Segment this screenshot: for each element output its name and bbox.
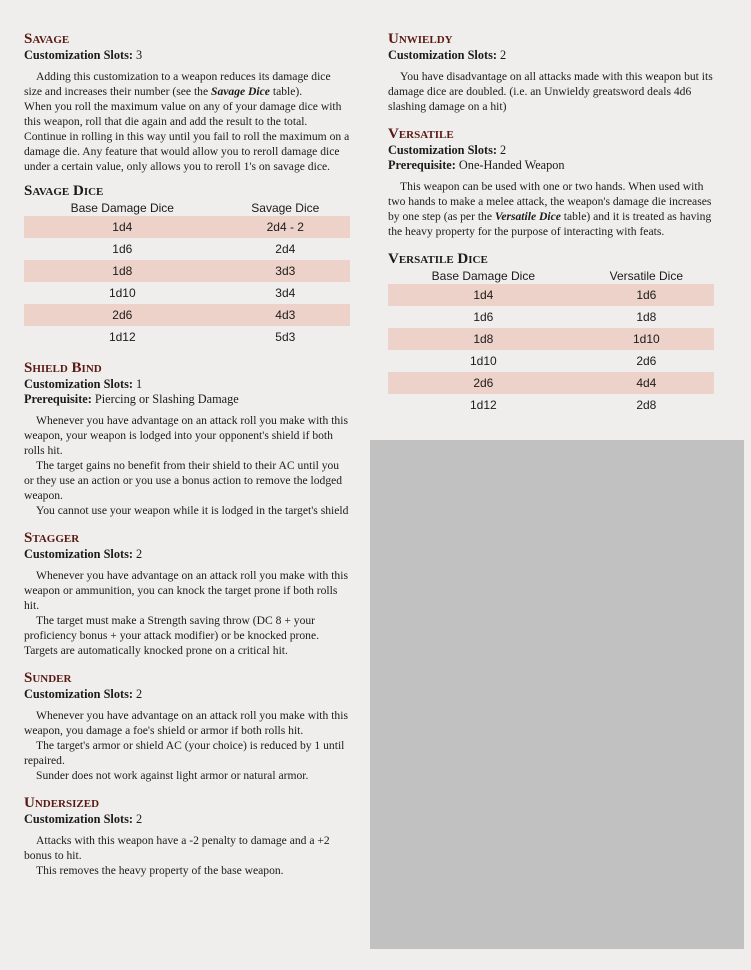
column-header: Base Damage Dice <box>431 269 536 283</box>
slots-value: 2 <box>132 547 143 561</box>
shield-bind-section <box>24 359 350 518</box>
section-title: Sunder <box>24 670 72 686</box>
paragraph: The target must make a Strength saving throw (DC 8 + your proficiency bonus + your attack modifier) or be knocked prone. Targets are automatically knocked prone on a critical hit. <box>24 614 319 657</box>
section-title: Savage <box>24 31 70 47</box>
customization-slots <box>24 687 350 702</box>
table-cell: 2d4 - 2 <box>221 216 350 238</box>
table-cell: 1d10 <box>579 328 714 350</box>
slots-label: Customization Slots: <box>388 48 497 62</box>
table-cell: 2d6 <box>24 304 221 326</box>
column-header: Savage Dice <box>251 201 320 215</box>
table-cell: 1d4 <box>388 284 579 306</box>
table-cell: 1d10 <box>108 286 136 300</box>
prerequisite <box>388 158 714 173</box>
table-row <box>388 306 714 328</box>
sunder-section <box>24 669 350 783</box>
paragraph: Attacks with this weapon have a -2 penalty to damage and a +2 bonus to hit. <box>24 834 330 862</box>
section-title: Unwieldy <box>388 31 453 47</box>
table-title: Versatile Dice <box>388 251 488 267</box>
customization-slots <box>388 143 714 158</box>
paragraph: This removes the heavy property of the base weapon. <box>36 864 284 877</box>
table-row <box>388 328 714 350</box>
table-row <box>388 394 714 416</box>
table-cell: 1d12 <box>108 330 136 344</box>
prerequisite-value: One-Handed Weapon <box>455 158 565 172</box>
table-cell: 3d3 <box>221 260 350 282</box>
table-row <box>24 282 350 304</box>
table-cell: 4d4 <box>579 372 714 394</box>
table-cell: 1d6 <box>112 242 133 256</box>
table-cell: 2d6 <box>636 354 657 368</box>
section-title: Shield Bind <box>24 360 102 376</box>
table-cell: 1d8 <box>636 310 657 324</box>
section-title: Undersized <box>24 795 100 811</box>
customization-slots <box>24 547 350 562</box>
unwieldy-section <box>388 30 714 114</box>
prerequisite-label: Prerequisite: <box>24 392 92 406</box>
customization-slots <box>24 377 350 392</box>
slots-label: Customization Slots: <box>24 48 133 62</box>
paragraph: When you roll the maximum value on any of your damage dice with this weapon, roll that die again and add the result to the total. Continue in rolling in this way until you fail to roll the maximum on a damage die. Any feature that would allow you to reroll damage dice under a certain value, only allows you to reroll 1's on savage dice. <box>24 100 350 173</box>
table-cell: 4d3 <box>221 304 350 326</box>
column-header: Versatile Dice <box>609 269 684 283</box>
slots-value: 2 <box>496 48 507 62</box>
stagger-section <box>24 529 350 658</box>
column-header: Base Damage Dice <box>70 201 174 215</box>
table-row <box>388 372 714 394</box>
savage-section <box>24 30 350 174</box>
versatile-dice-table <box>388 268 714 416</box>
table-cell: 1d6 <box>579 284 714 306</box>
table-row <box>24 238 350 260</box>
table-row <box>24 304 350 326</box>
savage-dice-table <box>24 200 350 348</box>
left-column <box>24 30 350 878</box>
table-title: Savage Dice <box>24 183 104 199</box>
paragraph: You cannot use your weapon while it is lodged in the target's shield <box>36 504 349 517</box>
slots-label: Customization Slots: <box>24 547 133 561</box>
savage-dice-table-block <box>24 182 350 348</box>
prerequisite <box>24 392 350 407</box>
section-title: Stagger <box>24 530 80 546</box>
section-title: Versatile <box>388 126 454 142</box>
customization-slots <box>24 48 350 63</box>
table-cell: 3d4 <box>275 286 296 300</box>
paragraph: The target's armor or shield AC (your choice) is reduced by 1 until repaired. <box>24 739 345 767</box>
table-cell: 2d6 <box>388 372 579 394</box>
table-reference: Savage Dice <box>211 85 270 98</box>
slots-value: 2 <box>132 812 143 826</box>
slots-value: 1 <box>132 377 143 391</box>
table-row <box>388 350 714 372</box>
slots-label: Customization Slots: <box>24 687 133 701</box>
table-row <box>24 326 350 348</box>
slots-label: Customization Slots: <box>24 812 133 826</box>
versatile-section <box>388 125 714 239</box>
paragraph: Whenever you have advantage on an attack roll you make with this weapon, your weapon is lodged into your opponent's shield if both rolls hit. <box>24 414 348 457</box>
table-cell: 1d6 <box>473 310 494 324</box>
paragraph: The target gains no benefit from their shield to their AC until you or they use an action or you use a bonus action to remove the lodged weapon. <box>24 459 343 502</box>
customization-slots <box>24 812 350 827</box>
paragraph: Sunder does not work against light armor or natural armor. <box>36 769 309 782</box>
table-cell: 5d3 <box>275 330 296 344</box>
table-reference: Versatile Dice <box>494 210 561 223</box>
versatile-dice-table-block <box>388 250 714 416</box>
table-cell: 1d4 <box>24 216 221 238</box>
slots-value: 2 <box>496 143 507 157</box>
paragraph: This weapon can be used with one or two hands. When used with two hands to make a melee attack, the weapon's damage die increases by one step (as per the Versatile Dice table) and it is treated as having the heavy property for the purpose of interacting with feats. <box>388 180 712 238</box>
undersized-section <box>24 794 350 878</box>
table-row <box>388 284 714 306</box>
table-cell: 1d8 <box>388 328 579 350</box>
paragraph: Whenever you have advantage on an attack roll you make with this weapon, you damage a foe's shield or armor if both rolls hit. <box>24 709 348 737</box>
slots-label: Customization Slots: <box>388 143 497 157</box>
slots-label: Customization Slots: <box>24 377 133 391</box>
table-row <box>24 216 350 238</box>
table-cell: 1d10 <box>469 354 497 368</box>
right-column <box>388 30 714 416</box>
prerequisite-value: Piercing or Slashing Damage <box>91 392 239 406</box>
prerequisite-label: Prerequisite: <box>388 158 456 172</box>
table-cell: 1d8 <box>24 260 221 282</box>
table-header-row <box>24 200 350 216</box>
paragraph: You have disadvantage on all attacks made with this weapon but its damage dice are doubled. (i.e. an Unwieldy greatsword deals 4d6 slashing damage on a hit) <box>388 70 713 113</box>
table-cell: 2d4 <box>275 242 296 256</box>
table-header-row <box>388 268 714 284</box>
empty-image-placeholder <box>370 440 744 949</box>
table-row <box>24 260 350 282</box>
slots-value: 2 <box>132 687 143 701</box>
customization-slots <box>388 48 714 63</box>
table-cell: 2d8 <box>636 398 657 412</box>
paragraph: Adding this customization to a weapon reduces its damage dice size and increases their number (see the Savage Dice table). <box>24 70 331 98</box>
table-cell: 1d12 <box>469 398 497 412</box>
slots-value: 3 <box>132 48 143 62</box>
paragraph: Whenever you have advantage on an attack roll you make with this weapon or ammunition, you can knock the target prone if both rolls hit. <box>24 569 348 612</box>
